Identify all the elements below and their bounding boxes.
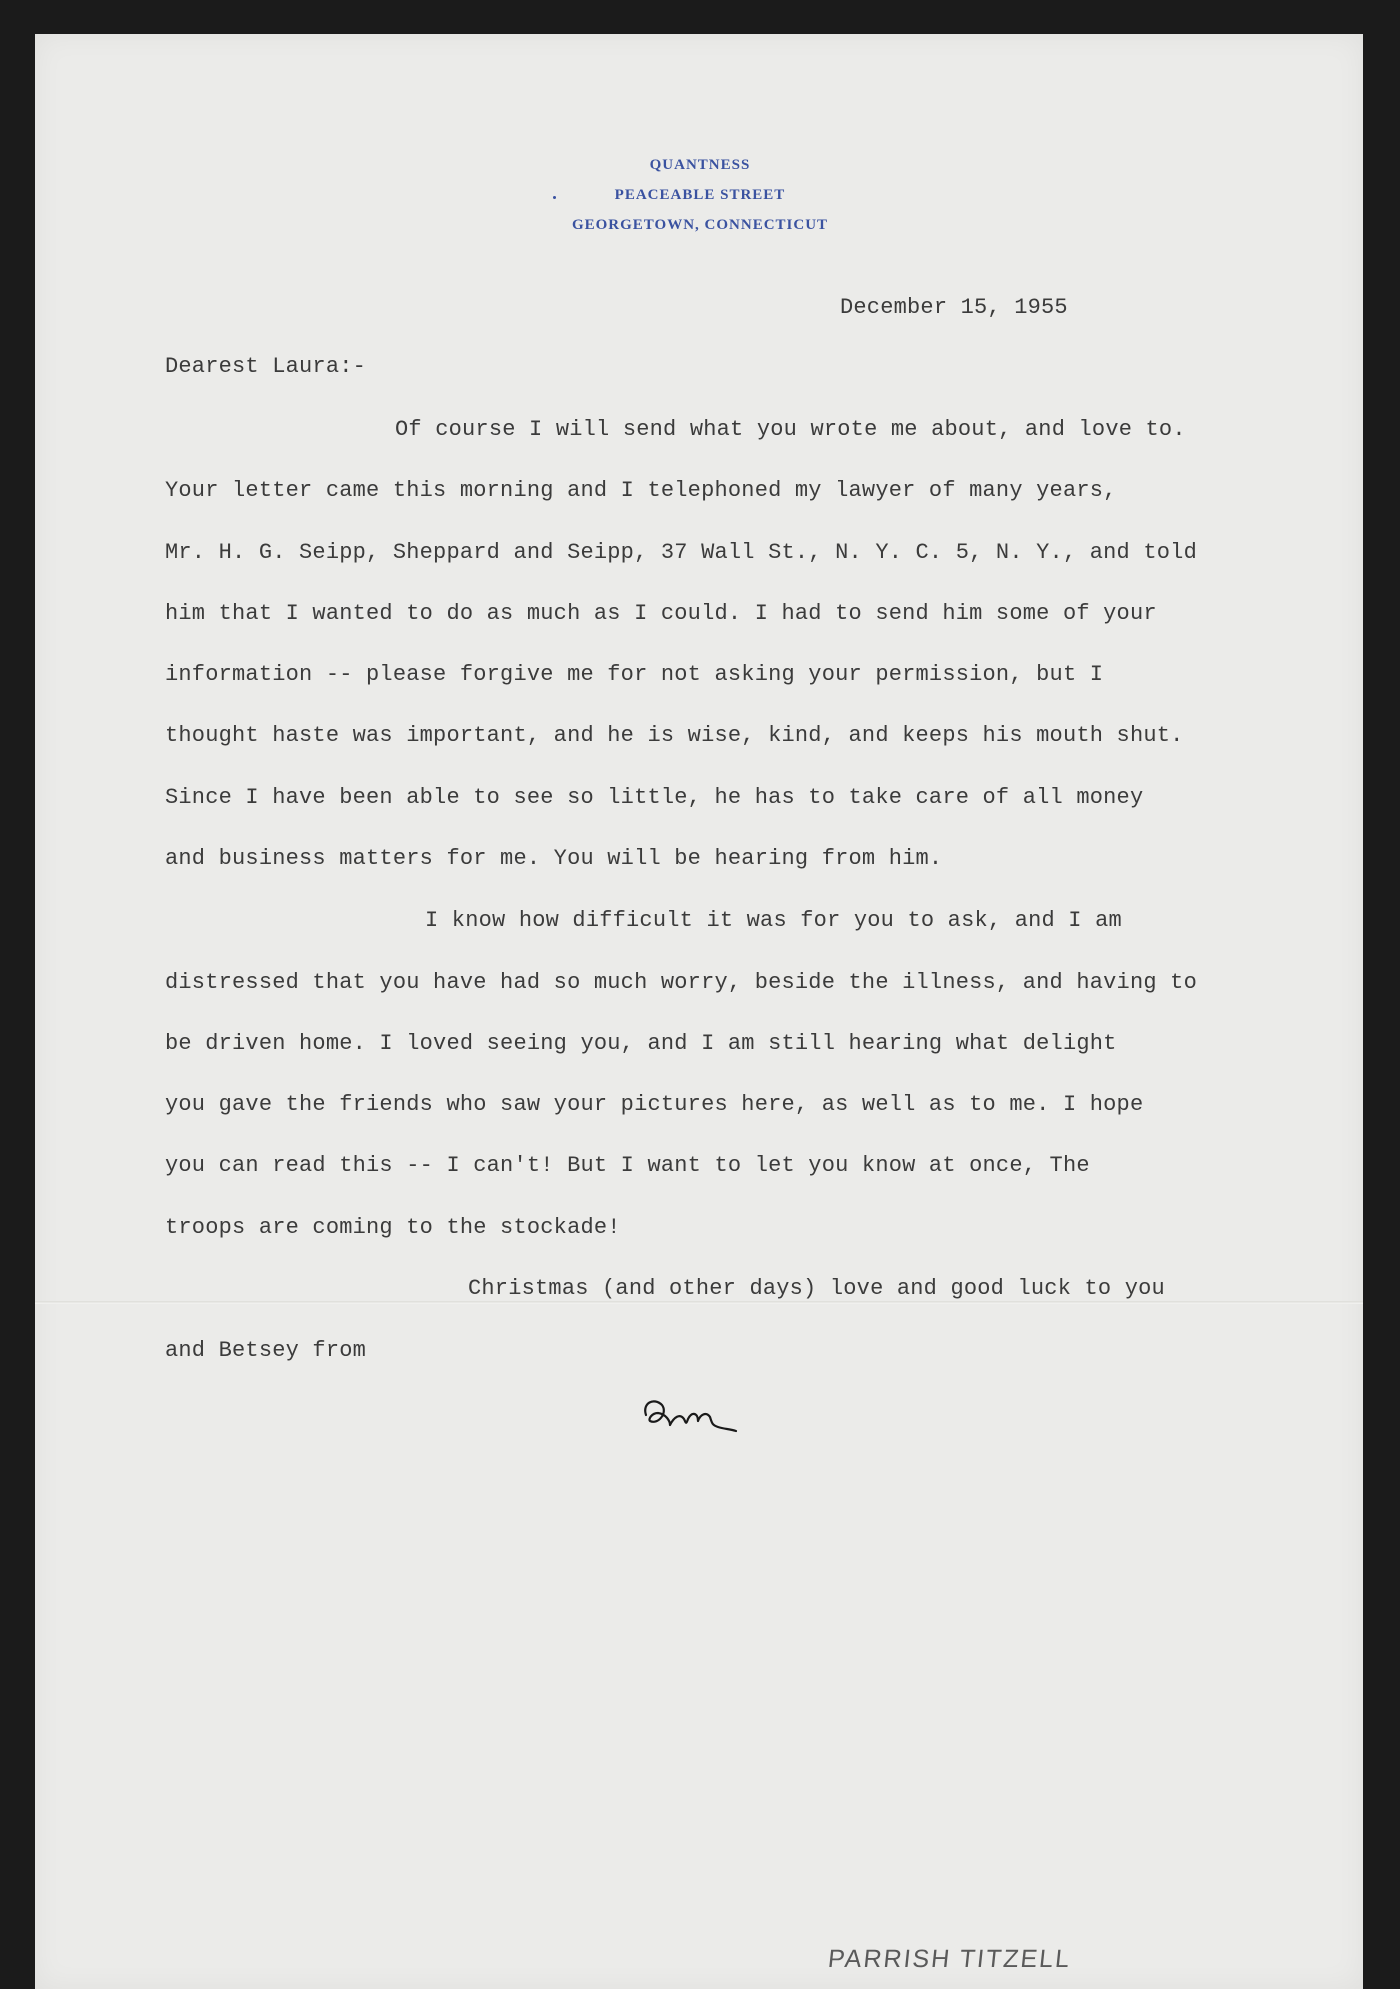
body-line: you can read this -- I can't! But I want to let you know at once, The — [165, 1153, 1090, 1178]
body-line: him that I wanted to do as much as I could. I had to send him some of your — [165, 601, 1157, 626]
body-line: I know how difficult it was for you to ask, and I am — [425, 908, 1122, 933]
body-line: and business matters for me. You will be hearing from him. — [165, 846, 943, 871]
letterhead-name: QUANTNESS — [649, 157, 751, 173]
body-line: Since I have been able to see so little, he has to take care of all money — [165, 785, 1144, 810]
letterhead-town: GEORGETOWN, CONNECTICUT — [571, 217, 829, 233]
salutation: Dearest Laura:- — [165, 354, 367, 379]
body-line: Of course I will send what you wrote me about, and love to. — [395, 417, 1186, 442]
letter-date: December 15, 1955 — [840, 295, 1068, 320]
letterhead — [0, 150, 1400, 240]
signature — [640, 1395, 750, 1455]
letterhead-dot — [553, 196, 556, 199]
body-line: and Betsey from — [165, 1338, 367, 1363]
body-line: information -- please forgive me for not asking your permission, but I — [165, 662, 1104, 687]
body-line: thought haste was important, and he is wise, kind, and keeps his mouth shut. — [165, 723, 1184, 748]
body-line: Your letter came this morning and I telephoned my lawyer of many years, — [165, 478, 1117, 503]
body-line: troops are coming to the stockade! — [165, 1215, 621, 1240]
body-line: be driven home. I loved seeing you, and I am still hearing what delight — [165, 1031, 1117, 1056]
letterhead-street: PEACEABLE STREET — [614, 187, 786, 203]
fold-crease — [35, 1301, 1363, 1304]
body-line: Mr. H. G. Seipp, Sheppard and Seipp, 37 Wall St., N. Y. C. 5, N. Y., and told — [165, 540, 1197, 565]
body-line: distressed that you have had so much worry, beside the illness, and having to — [165, 970, 1197, 995]
archive-label: PARRISH TITZELL — [826, 1945, 1073, 1973]
letter-paper — [35, 34, 1363, 1989]
body-line: you gave the friends who saw your pictures here, as well as to me. I hope — [165, 1092, 1144, 1117]
body-line: Christmas (and other days) love and good luck to you — [468, 1276, 1165, 1301]
